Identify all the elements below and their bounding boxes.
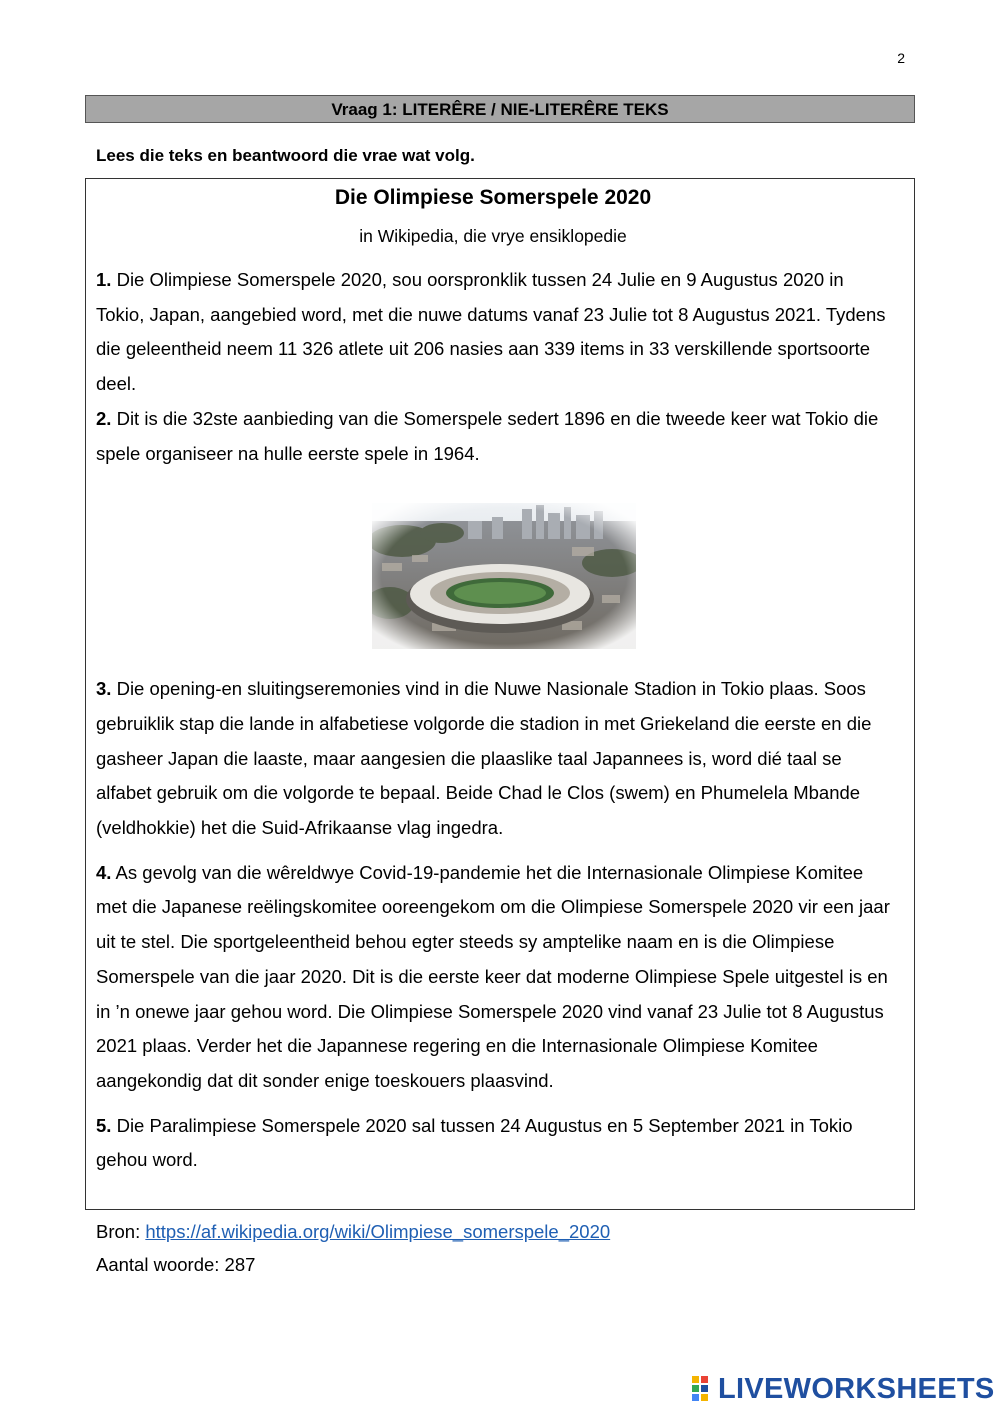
paragraph-text: Die opening-en sluitingseremonies vind in die Nuwe Nasionale Stadion in Tokio plaas. Soos gebruiklik stap die lande in alfabetiese volgorde die stadion in met Griekeland die eerste en die gasheer Japan die laaste, maar aangesien die plaaslike taal Japannees is, word dié taal se alfabet gebruik om die volgorde te bepaal. Beide Chad le Clos (swem) en Phumelela Mbande (veldhokkie) het die Suid-Afrikaanse vlag ingedra. [96,678,872,839]
paragraph-2 [96,402,890,471]
article-title: Die Olimpiese Somerspele 2020 [334,186,652,209]
brand-name: LIVEWORKSHEETS [718,1373,995,1405]
paragraph-number: 1. [96,269,112,290]
source-link[interactable]: https://af.wikipedia.org/wiki/Olimpiese_somerspele_2020 [145,1221,611,1242]
liveworksheets-brand[interactable] [692,1374,995,1404]
instruction-text: Lees die teks en beantwoord die vrae wat volg. [96,146,475,165]
paragraph-text: Die Olimpiese Somerspele 2020, sou oorspronklik tussen 24 Julie en 9 Augustus 2020 in Tokio, Japan, aangebied word, met die nuwe datums vanaf 23 Julie tot 8 Augustus 2021. Tydens die geleentheid neem 11 326 atlete uit 206 nasies aan 339 items in 33 verskillende sportsoorte deel. [96,269,886,395]
question-banner: Vraag 1: LITERÊRE / NIE-LITERÊRE TEKS [85,95,915,123]
paragraph-3 [96,672,890,846]
liveworksheets-logo-icon [692,1376,716,1402]
stadium-photo [372,503,636,649]
paragraph-text: Dit is die 32ste aanbieding van die Somerspele sedert 1896 en die tweede keer wat Tokio die spele organiseer na hulle eerste spele in 1964. [96,407,879,464]
paragraph-5 [96,1109,890,1178]
paragraph-text: Die Paralimpiese Somerspele 2020 sal tussen 24 Augustus en 5 September 2021 in Tokio gehou word. [96,1114,853,1171]
paragraph-number: 5. [96,1114,112,1136]
paragraph-number: 3. [96,678,112,700]
source-label: Bron: [96,1221,146,1242]
paragraph-text: As gevolg van die wêreldwye Covid-19-pandemie het die Internasionale Olimpiese Komitee met die Japanese reëlingskomitee ooreengekom om die Olimpiese Somerspele 2020 vir een jaar uit te stel. Die sportgeleentheid behou egter steeds sy amptelike naam en is die Olimpiese Somerspele van die jaar 2020. Dit is die eerste keer dat moderne Olimpiese Spele uitgestel is en in ’n onewe jaar gehou word. Die Olimpiese Somerspele 2020 vind vanaf 23 Julie tot 8 Augustus 2021 plaas. Verder het die Japannese regering en die Internasionale Olimpiese Komitee aangekondig dat dit sonder enige toeskouers plaasvind. [96,861,890,1091]
paragraph-number: 2. [96,407,112,429]
paragraph-number: 4. [96,861,112,883]
article-subtitle: in Wikipedia, die vrye ensiklopedie [359,226,627,246]
paragraph-1 [96,263,890,402]
article-box [85,178,915,1210]
page-number: 2 [897,50,905,66]
paragraph-4 [96,856,890,1099]
word-count: Aantal woorde: 287 [96,1254,256,1275]
source-line [96,1218,610,1246]
